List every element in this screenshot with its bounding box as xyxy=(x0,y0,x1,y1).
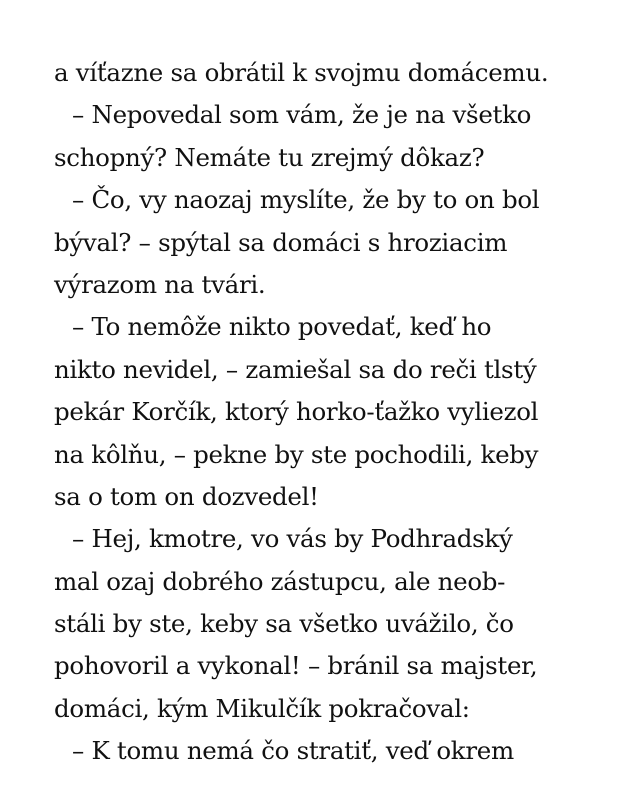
text-line: výrazom na tvári. xyxy=(54,269,266,299)
text-line: a víťazne sa obrátil k svojmu domácemu. xyxy=(54,58,549,87)
text-line: na kôlňu, – pekne by ste pochodili, keby xyxy=(54,439,539,469)
text-line: sa o tom on dozvedel! xyxy=(54,481,319,511)
text-line: pekár Korčík, ktorý horko-ťažko vyliezol xyxy=(54,397,539,427)
text-line: pohovoril a vykonal! – bránil sa majster, xyxy=(54,651,538,681)
text-line: schopný? Nemáte tu zrejmý dôkaz? xyxy=(54,142,485,172)
text-line: nikto nevidel, – zamiešal sa do reči tlstý xyxy=(54,354,537,384)
text-line: mal ozaj dobrého zástupcu, ale neob- xyxy=(54,566,506,596)
text-line: – Čo, vy naozaj myslíte, že by to on bol xyxy=(72,185,540,215)
text-line: – Nepovedal som vám, že je na všetko xyxy=(72,100,532,130)
text-line: stáli by ste, keby sa všetko uvážilo, čo xyxy=(54,609,514,639)
text-line: býval? – spýtal sa domáci s hroziacim xyxy=(54,227,508,257)
text-line: – K tomu nemá čo stratiť, veď okrem xyxy=(72,736,514,766)
page-text xyxy=(54,52,614,773)
text-line: – To nemôže nikto povedať, keď ho xyxy=(72,312,492,342)
text-line: – Hej, kmotre, vo vás by Podhradský xyxy=(72,524,513,554)
text-line: domáci, kým Mikulčík pokračoval: xyxy=(54,693,470,723)
